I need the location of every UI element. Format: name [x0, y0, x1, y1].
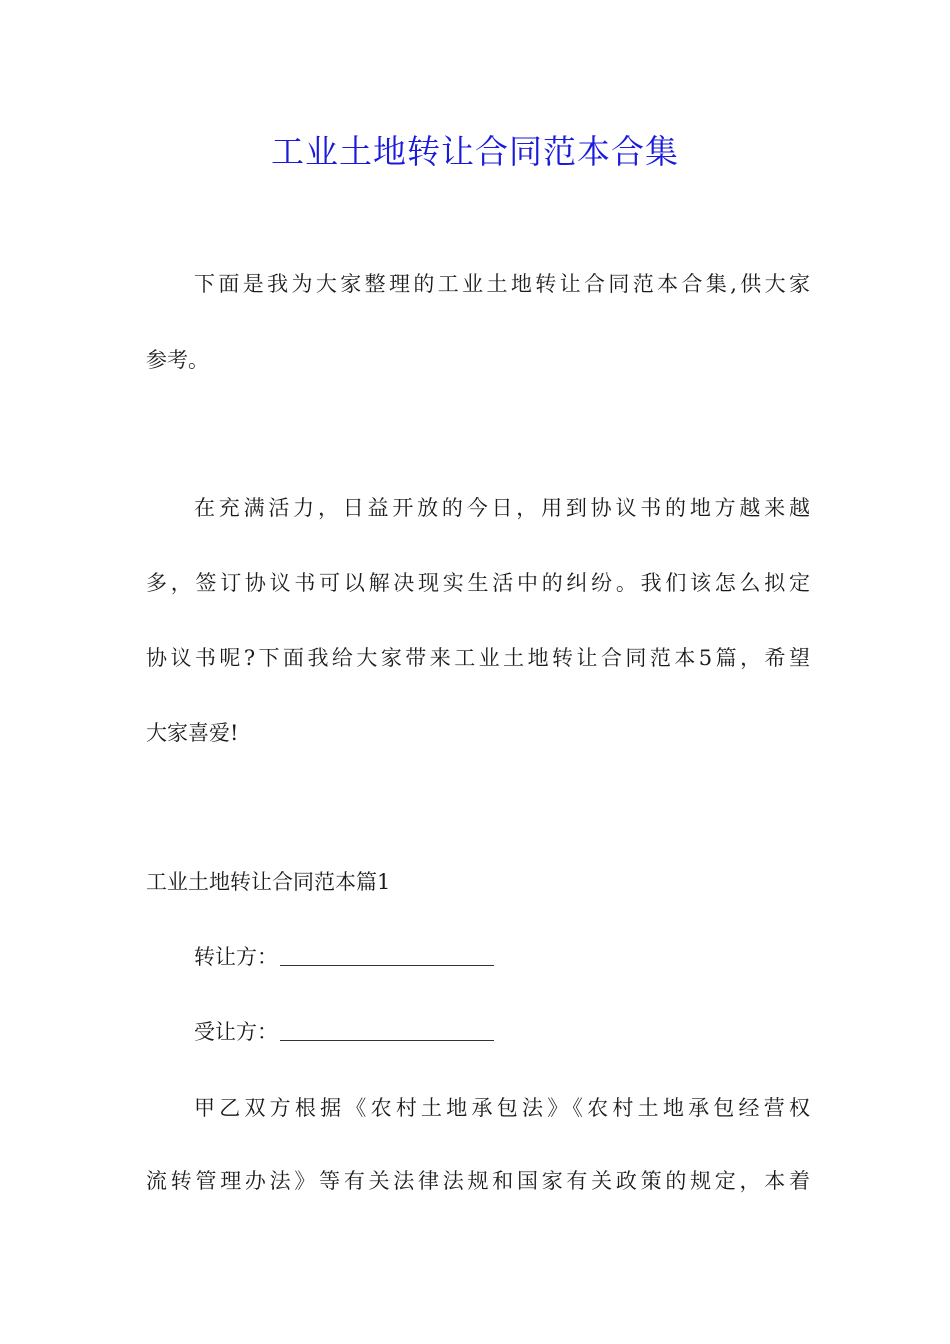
intro-line-2: 参考。 [146, 348, 209, 372]
transferee-label: 受让方： [194, 1020, 278, 1044]
para1-line-3: 协议书呢?下面我给大家带来工业土地转让合同范本5篇，希望 [146, 646, 810, 670]
section-heading: 工业土地转让合同范本篇1 [146, 870, 391, 894]
transferor-field [194, 941, 494, 973]
para1-line-2: 多，签订协议书可以解决现实生活中的纠纷。我们该怎么拟定 [146, 571, 810, 595]
para2-line-1: 甲乙双方根据《农村土地承包法》《农村土地承包经营权 [194, 1096, 810, 1120]
para1-line-1: 在充满活力，日益开放的今日，用到协议书的地方越来越 [194, 496, 810, 520]
para1-line-4: 大家喜爱! [146, 721, 239, 745]
transferee-blank [280, 1018, 494, 1041]
transferor-label: 转让方： [194, 945, 278, 969]
intro-line-1: 下面是我为大家整理的工业土地转让合同范本合集,供大家 [194, 272, 810, 296]
para2-line-2: 流转管理办法》等有关法律法规和国家有关政策的规定，本着 [146, 1169, 810, 1193]
transferor-blank [280, 943, 494, 966]
transferee-field [194, 1016, 494, 1048]
document-title: 工业土地转让合同范本合集 [271, 132, 679, 171]
